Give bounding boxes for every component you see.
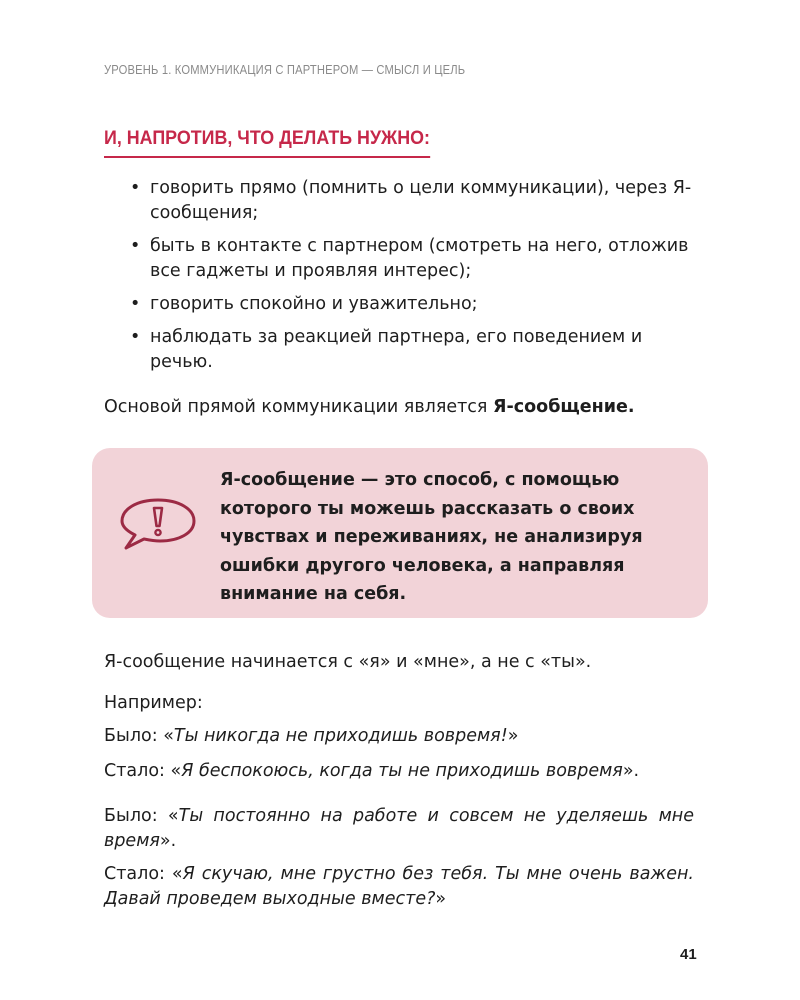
quote-close: » [435, 889, 447, 909]
example-before-1 [104, 724, 518, 749]
intro-term: Я-сообщение. [493, 397, 635, 417]
page-number: 41 [680, 946, 697, 963]
example-tag: Было: [104, 726, 164, 746]
example-tag: Было: [104, 806, 168, 826]
example-tag: Стало: [104, 761, 171, 781]
definition-callout [92, 448, 708, 618]
speech-bubble-exclamation-icon [118, 494, 198, 554]
example-quote: Ты никогда не приходишь вовремя! [173, 726, 508, 746]
example-tag: Стало: [104, 864, 172, 884]
quote-open: « [170, 761, 182, 781]
section-heading: И, НАПРОТИВ, ЧТО ДЕЛАТЬ НУЖНО: [104, 128, 430, 158]
intro-paragraph [104, 395, 635, 420]
quote-close: » [507, 726, 519, 746]
rule-paragraph: Я-сообщение начинается с «я» и «мне», а не с «ты». [104, 652, 592, 672]
example-quote: Ты постоянно на работе и совсем не уделяешь мне время [104, 806, 694, 851]
quote-close: ». [159, 831, 177, 851]
bullet-list [128, 176, 708, 383]
callout-definition-text: Я-сообщение — это способ, с помощью которого ты можешь рассказать о своих чувствах и переживаниях, не анализируя ошибки другого человека, а направляя внимание на себя. [220, 470, 643, 604]
example-after-1 [104, 759, 639, 784]
quote-close: ». [622, 761, 640, 781]
bullet-marker: • [130, 178, 141, 198]
list-item-text: говорить прямо (помнить о цели коммуникации), через Я-сообщения; [150, 178, 692, 223]
list-item [128, 176, 708, 226]
list-item-text: говорить спокойно и уважительно; [150, 294, 478, 314]
quote-open: « [167, 806, 179, 826]
list-item [128, 292, 708, 317]
list-item [128, 325, 708, 375]
example-quote: Я скучаю, мне грустно без тебя. Ты мне очень важен. Давай проведем выходные вместе? [104, 864, 694, 909]
running-header: УРОВЕНЬ 1. КОММУНИКАЦИЯ С ПАРТНЕРОМ — СМЫСЛ И ЦЕЛЬ [104, 62, 466, 77]
bullet-marker: • [130, 236, 141, 256]
example-before-2 [104, 804, 694, 854]
quote-open: « [171, 864, 183, 884]
bullet-marker: • [130, 294, 141, 314]
example-label: Например: [104, 693, 203, 713]
quote-open: « [163, 726, 174, 746]
list-item [128, 234, 708, 284]
intro-text: Основой прямой коммуникации является [104, 397, 494, 417]
bullet-marker: • [130, 327, 141, 347]
list-item-text: наблюдать за реакцией партнера, его поведением и речью. [150, 327, 643, 372]
list-item-text: быть в контакте с партнером (смотреть на него, отложив все гаджеты и проявляя интерес); [150, 236, 689, 281]
example-quote: Я беспокоюсь, когда ты не приходишь вовремя [181, 761, 623, 781]
example-after-2 [104, 862, 694, 912]
